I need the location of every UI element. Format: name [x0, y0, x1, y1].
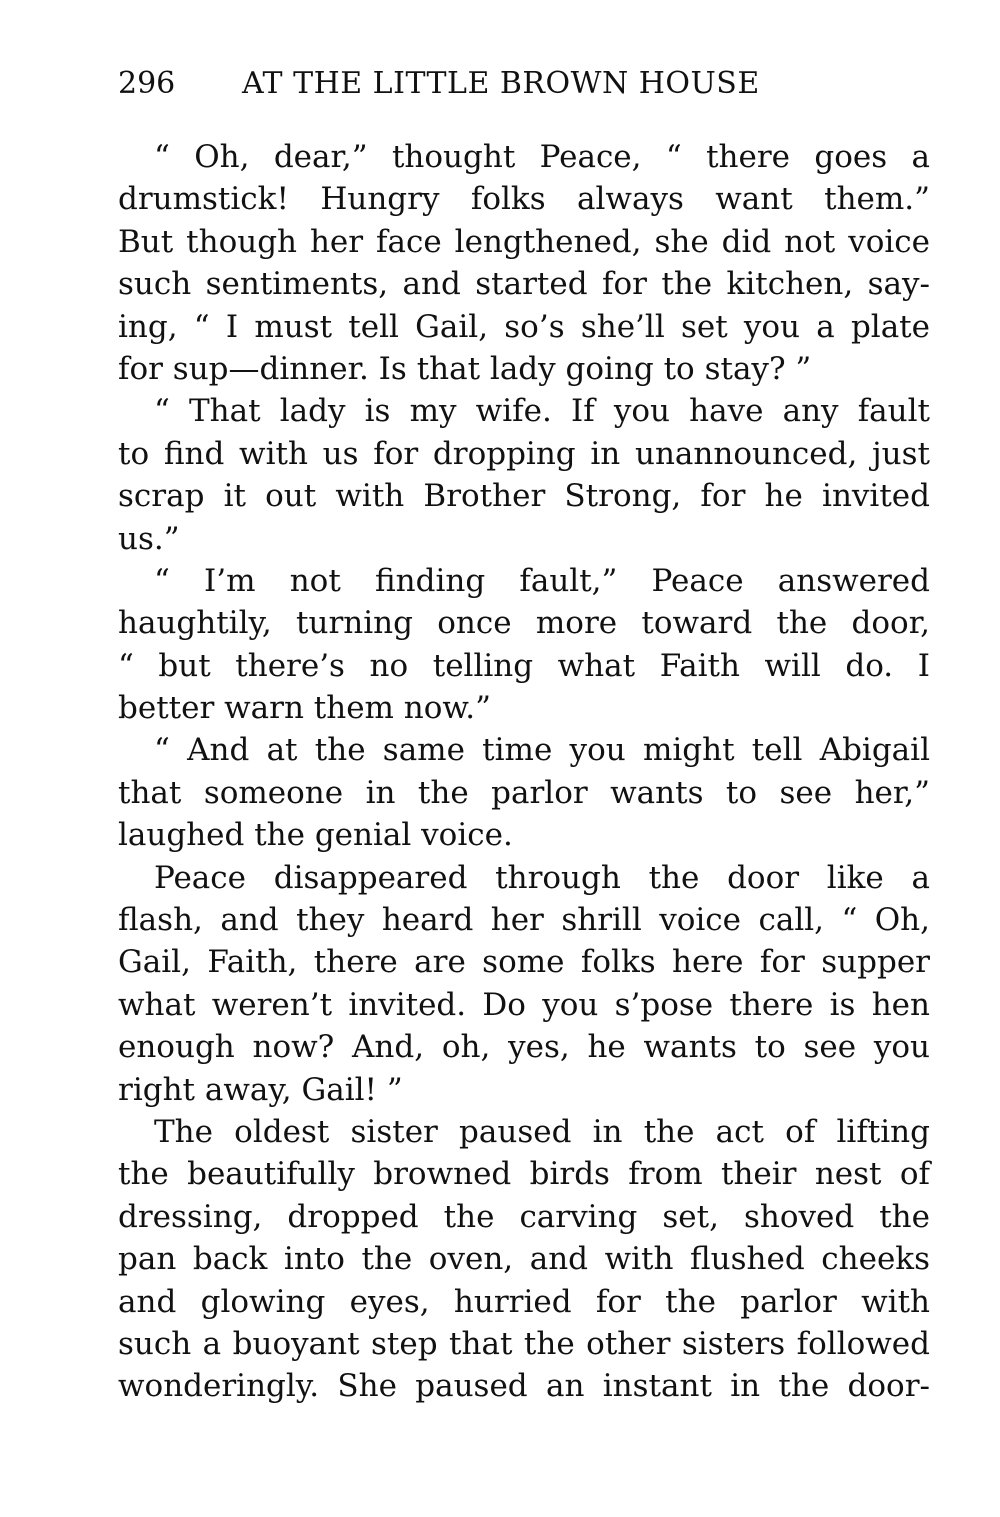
body-text [118, 136, 930, 1408]
text-line: laughed the genial voice. [118, 817, 513, 854]
text-line: But though her face lengthened, she did not voice [118, 223, 930, 260]
text-line: such sentiments, and started for the kitchen, say- [118, 266, 930, 303]
text-line: enough now? And, oh, yes, he wants to see you [118, 1029, 930, 1066]
text-line: dressing, dropped the carving set, shoved the [118, 1198, 930, 1235]
text-line: flash, and they heard her shrill voice call, “ Oh, [118, 902, 930, 939]
text-line: right away, Gail! ” [118, 1071, 403, 1108]
text-line: Peace disappeared through the door like a [154, 859, 930, 896]
text-line: and glowing eyes, hurried for the parlor with [118, 1283, 930, 1320]
running-head [118, 64, 930, 104]
text-line: “ That lady is my wife. If you have any fault [154, 393, 930, 430]
text-line: such a buoyant step that the other sisters followed [118, 1325, 930, 1362]
text-line: better warn them now.” [118, 690, 491, 727]
text-line: to find with us for dropping in unannounced, just [118, 435, 930, 472]
text-line: Gail, Faith, there are some folks here for supper [118, 944, 930, 981]
page-number: 296 [118, 66, 176, 101]
text-line: pan back into the oven, and with flushed cheeks [118, 1241, 930, 1278]
running-title: AT THE LITTLE BROWN HOUSE [242, 66, 760, 101]
text-line: that someone in the parlor wants to see her,” [118, 774, 930, 811]
text-line: wonderingly. She paused an instant in the door- [118, 1368, 930, 1405]
text-line: haughtily, turning once more toward the door, [118, 605, 930, 642]
text-line: us.” [118, 520, 180, 557]
text-line: drumstick! Hungry folks always want them.” [118, 181, 930, 218]
text-line: The oldest sister paused in the act of lifting [154, 1113, 930, 1150]
text-line: “ And at the same time you might tell Abigail [154, 732, 930, 769]
text-line: scrap it out with Brother Strong, for he invited [118, 478, 930, 515]
text-line: ing, “ I must tell Gail, so’s she’ll set you a plate [118, 308, 930, 345]
text-line: for sup—dinner. Is that lady going to stay? ” [118, 350, 812, 387]
text-line: “ but there’s no telling what Faith will do. I [118, 647, 930, 684]
text-line: “ I’m not finding fault,” Peace answered [154, 562, 930, 599]
text-line: what weren’t invited. Do you s’pose there is hen [118, 986, 930, 1023]
text-line: “ Oh, dear,” thought Peace, “ there goes a [154, 139, 930, 175]
text-line: the beautifully browned birds from their nest of [118, 1156, 930, 1193]
